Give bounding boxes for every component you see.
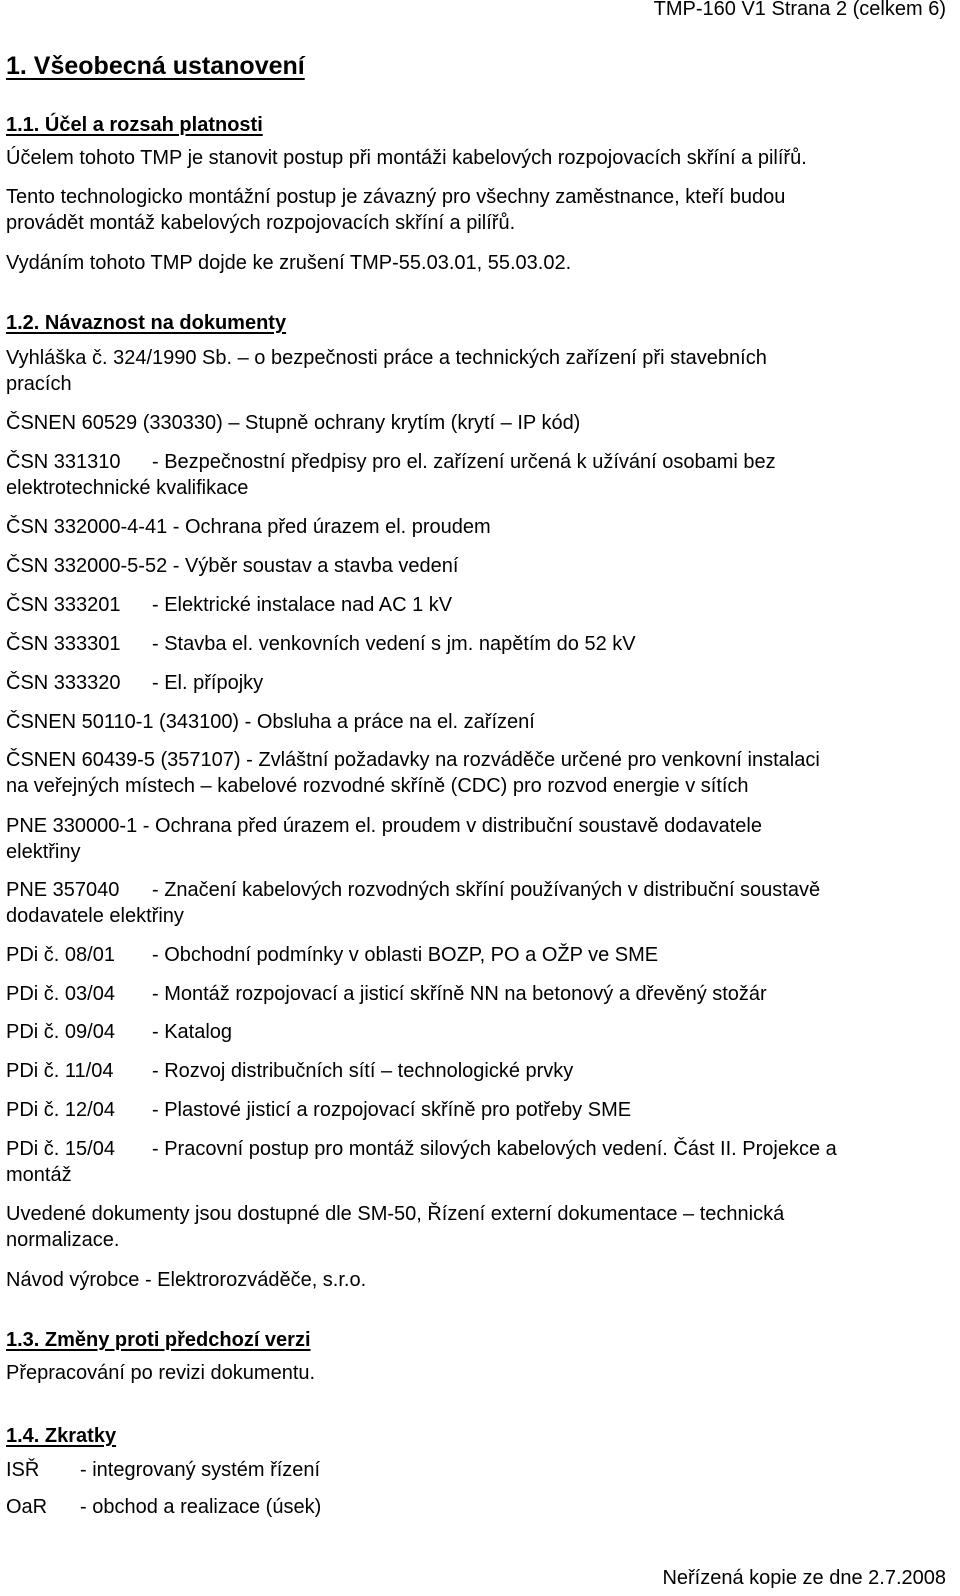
reference-text: - Elektrické instalace nad AC 1 kV	[152, 594, 453, 616]
reference-line: na veřejných místech – kabelové rozvodné skříně (CDC) pro rozvod energie v sítích	[6, 775, 749, 797]
section-1-1-title: 1.1. Účel a rozsah platnosti	[6, 114, 263, 136]
reference-text: - Rozvoj distribučních sítí – technologické prvky	[152, 1060, 574, 1082]
reference-text: - Montáž rozpojovací a jisticí skříně NN na betonový a dřevěný stožár	[152, 983, 767, 1005]
reference-row	[6, 1136, 837, 1162]
reference-text: - Značení kabelových rozvodných skříní používaných v distribuční soustavě	[152, 879, 821, 901]
reference-text: - Katalog	[152, 1021, 233, 1043]
paragraph: Vydáním tohoto TMP dojde ke zrušení TMP-55.03.01, 55.03.02.	[6, 252, 572, 274]
reference-line: dodavatele elektřiny	[6, 905, 184, 927]
reference-code: ČSN 333320	[6, 672, 121, 694]
reference-row	[6, 449, 776, 475]
reference-line: elektrotechnické kvalifikace	[6, 477, 249, 499]
reference-code: ČSN 333201	[6, 594, 121, 616]
reference-line: montáž	[6, 1164, 72, 1186]
reference-line: pracích	[6, 373, 72, 395]
paragraph: Uvedené dokumenty jsou dostupné dle SM-50, Řízení externí dokumentace – technická	[6, 1203, 785, 1225]
reference-text: - Bezpečnostní předpisy pro el. zařízení určená k užívání osobami bez	[152, 451, 776, 473]
reference-row	[6, 670, 263, 696]
reference-code: PNE 357040	[6, 879, 120, 901]
reference-line: ČSN 332000-5-52 - Výběr soustav a stavba vedení	[6, 555, 459, 577]
paragraph: Návod výrobce - Elektrorozváděče, s.r.o.	[6, 1269, 367, 1291]
reference-text: - Stavba el. venkovních vedení s jm. napětím do 52 kV	[152, 633, 636, 655]
section-1-4-title: 1.4. Zkratky	[6, 1425, 117, 1447]
reference-text: - El. přípojky	[152, 672, 264, 694]
reference-row	[6, 942, 658, 968]
reference-code: PDi č. 12/04	[6, 1099, 115, 1121]
reference-code: ČSN 331310	[6, 451, 121, 473]
reference-code: ČSN 333301	[6, 633, 121, 655]
abbreviation: OaR	[6, 1496, 48, 1518]
paragraph: provádět montáž kabelových rozpojovacích skříní a pilířů.	[6, 212, 516, 234]
page-header: TMP-160 V1 Strana 2 (celkem 6)	[653, 0, 946, 20]
reference-line: ČSNEN 50110-1 (343100) - Obsluha a práce na el. zařízení	[6, 711, 535, 733]
section-1-2-title: 1.2. Návaznost na dokumenty	[6, 312, 287, 334]
section-1-title: 1. Všeobecná ustanovení	[6, 52, 305, 80]
reference-code: PDi č. 11/04	[6, 1060, 114, 1082]
reference-row	[6, 1097, 631, 1123]
reference-row	[6, 631, 636, 657]
reference-line: ČSNEN 60439-5 (357107) - Zvláštní požadavky na rozváděče určené pro venkovní instalaci	[6, 749, 820, 771]
reference-text: - Pracovní postup pro montáž silových kabelových vedení. Část II. Projekce a	[152, 1138, 837, 1160]
reference-row	[6, 1019, 232, 1045]
reference-text: - Obchodní podmínky v oblasti BOZP, PO a OŽP ve SME	[152, 944, 659, 966]
reference-code: PDi č. 08/01	[6, 944, 115, 966]
reference-code: PDi č. 09/04	[6, 1021, 115, 1043]
abbreviation-meaning: - obchod a realizace (úsek)	[80, 1496, 322, 1518]
reference-line: ČSNEN 60529 (330330) – Stupně ochrany krytím (krytí – IP kód)	[6, 412, 581, 434]
reference-code: PDi č. 03/04	[6, 983, 115, 1005]
reference-line: elektřiny	[6, 841, 81, 863]
paragraph: normalizace.	[6, 1229, 120, 1251]
reference-line: ČSN 332000-4-41 - Ochrana před úrazem el. proudem	[6, 516, 491, 538]
section-1-3-title: 1.3. Změny proti předchozí verzi	[6, 1329, 311, 1351]
reference-line: PNE 330000-1 - Ochrana před úrazem el. proudem v distribuční soustavě dodavatele	[6, 815, 762, 837]
reference-row	[6, 592, 452, 618]
paragraph: Účelem tohoto TMP je stanovit postup při montáži kabelových rozpojovacích skříní a pilířů.	[6, 147, 807, 169]
reference-row	[6, 877, 820, 903]
reference-line: Vyhláška č. 324/1990 Sb. – o bezpečnosti práce a technických zařízení při stavebních	[6, 347, 767, 369]
abbreviation-meaning: - integrovaný systém řízení	[80, 1459, 321, 1481]
reference-text: - Plastové jisticí a rozpojovací skříně pro potřeby SME	[152, 1099, 632, 1121]
paragraph: Tento technologicko montážní postup je závazný pro všechny zaměstnance, kteří budou	[6, 186, 786, 208]
abbreviation: ISŘ	[6, 1459, 40, 1481]
reference-row	[6, 1058, 573, 1084]
abbreviation-row	[6, 1457, 320, 1483]
reference-code: PDi č. 15/04	[6, 1138, 115, 1160]
page-footer: Neřízená kopie ze dne 2.7.2008	[662, 1567, 946, 1589]
reference-row	[6, 981, 767, 1007]
paragraph: Přepracování po revizi dokumentu.	[6, 1362, 316, 1384]
abbreviation-row	[6, 1494, 321, 1520]
